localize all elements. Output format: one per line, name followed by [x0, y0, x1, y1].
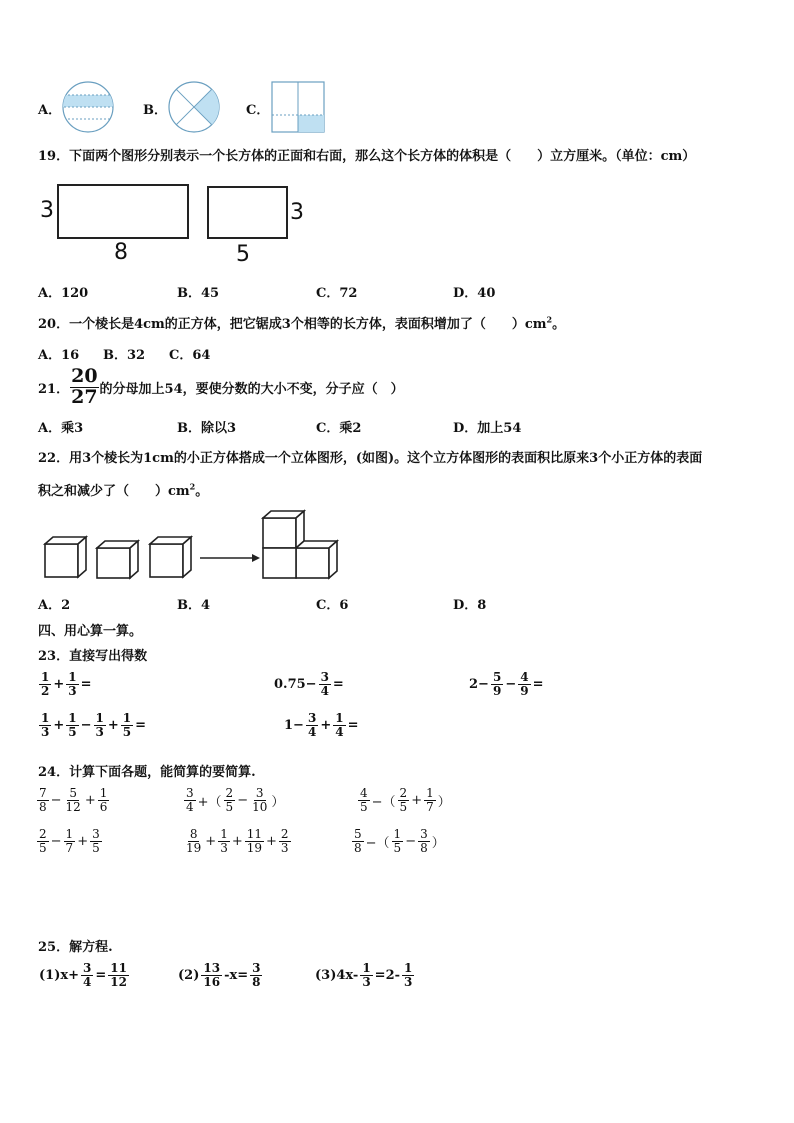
- q18-option-a-label: A．: [38, 103, 62, 118]
- q25-equation-3: (3)4x- $\frac{1}{3}$ =2- $\frac{1}{3}$: [315, 961, 413, 989]
- q18-option-c-label: C．: [246, 103, 270, 118]
- q19-option-a: A．120: [38, 286, 89, 301]
- q23-expr-3: 2− $\frac{5}{9}$ − $\frac{4}{9}$ =: [469, 670, 544, 698]
- q19-right-width-label: 5: [236, 242, 250, 267]
- q23-expr-2: 0.75− $\frac{3}{4}$ =: [274, 670, 344, 698]
- q24-expr-2: $\frac{3}{4}$ +（ $\frac{2}{5}$ − $\frac{3}{10}$ ）: [186, 786, 285, 814]
- q24-expr-5: $\frac{8}{19}$ + $\frac{1}{3}$ + $\frac{11}{19}$ + $\frac{2}{3}$: [186, 827, 289, 855]
- q23-expr-4: $\frac{1}{3}$ + $\frac{1}{5}$ − $\frac{1}{3}$ + $\frac{1}{5}$ =: [41, 711, 147, 739]
- q19-front-height-label: 3: [40, 198, 54, 223]
- q20-option-c: C．64: [169, 348, 211, 363]
- q20-option-a: A．16: [38, 348, 80, 363]
- q19-option-d: D．40: [453, 286, 496, 301]
- q20-stem: 20．一个棱长是4cm的正方体，把它锯成3个相等的长方体，表面积增加了（ ）$cm^2$。: [38, 314, 566, 332]
- q19-right-height-label: 3: [290, 200, 304, 225]
- q24-expr-4: $\frac{2}{5}$ − $\frac{1}{7}$ + $\frac{3}{5}$: [39, 827, 100, 855]
- q20-option-b: B．32: [103, 348, 146, 363]
- q22-stem-line1: 22．用3个棱长为1cm的小正方体搭成一个立体图形，(如图)。这个立方体图形的表面积比原来3个小正方体的表面: [38, 451, 703, 466]
- q23-title: 23．直接写出得数: [38, 649, 148, 664]
- q22-cubes-figure: [40, 506, 340, 582]
- q23-expr-5: 1− $\frac{3}{4}$ + $\frac{1}{4}$ =: [284, 711, 359, 739]
- q22-stem-line2: 积之和减少了（ ）$cm^2$。: [38, 481, 209, 499]
- q21-option-a: A．乘3: [38, 421, 84, 436]
- q25-title: 25．解方程.: [38, 940, 113, 955]
- q24-expr-6: $\frac{5}{8}$ −（ $\frac{1}{5}$ − $\frac{3}{8}$ ）: [354, 827, 445, 855]
- q24-expr-3: $\frac{4}{5}$ −（ $\frac{2}{5}$ + $\frac{1}{7}$ ）: [360, 786, 451, 814]
- section4-heading: 四、用心算一算。: [38, 624, 143, 639]
- q21-option-b: B．除以3: [177, 421, 237, 436]
- q18-option-b-figure: [166, 81, 222, 133]
- q25-equation-2: (2) $\frac{13}{16}$ -x= $\frac{3}{8}$: [178, 961, 261, 989]
- q21-stem: 21． $\frac{20}{27}$ 的分母加上54，要使分数的大小不变，分子应（ ）: [38, 365, 404, 408]
- q22-option-b: B．4: [177, 598, 211, 613]
- q19-option-c: C．72: [316, 286, 358, 301]
- q19-figures: [36, 178, 316, 268]
- q21-fraction: $\frac{20}{27}$: [71, 365, 98, 408]
- q22-option-d: D．8: [453, 598, 487, 613]
- q21-option-d: D．加上54: [453, 421, 522, 436]
- q18-option-a-figure: [60, 81, 116, 133]
- q18-option-b-label: B．: [143, 103, 167, 118]
- q25-equation-1: (1)x+ $\frac{3}{4}$ = $\frac{11}{12}$: [39, 961, 127, 989]
- q18-option-c-figure: [271, 81, 327, 133]
- q19-front-length-label: 8: [114, 240, 128, 265]
- q19-stem: 19．下面两个图形分别表示一个长方体的正面和右面，那么这个长方体的体积是（ ）立方厘米。（单位：cm）: [38, 149, 696, 164]
- q22-option-a: A．2: [38, 598, 71, 613]
- q24-title: 24．计算下面各题，能简算的要简算.: [38, 765, 256, 780]
- q23-expr-1: $\frac{1}{2}$ + $\frac{1}{3}$ =: [41, 670, 92, 698]
- q21-option-c: C．乘2: [316, 421, 362, 436]
- q19-option-b: B．45: [177, 286, 220, 301]
- q24-expr-1: $\frac{7}{8}$ − $\frac{5}{12}$ + $\frac{1}{6}$: [39, 786, 108, 814]
- q22-option-c: C．6: [316, 598, 349, 613]
